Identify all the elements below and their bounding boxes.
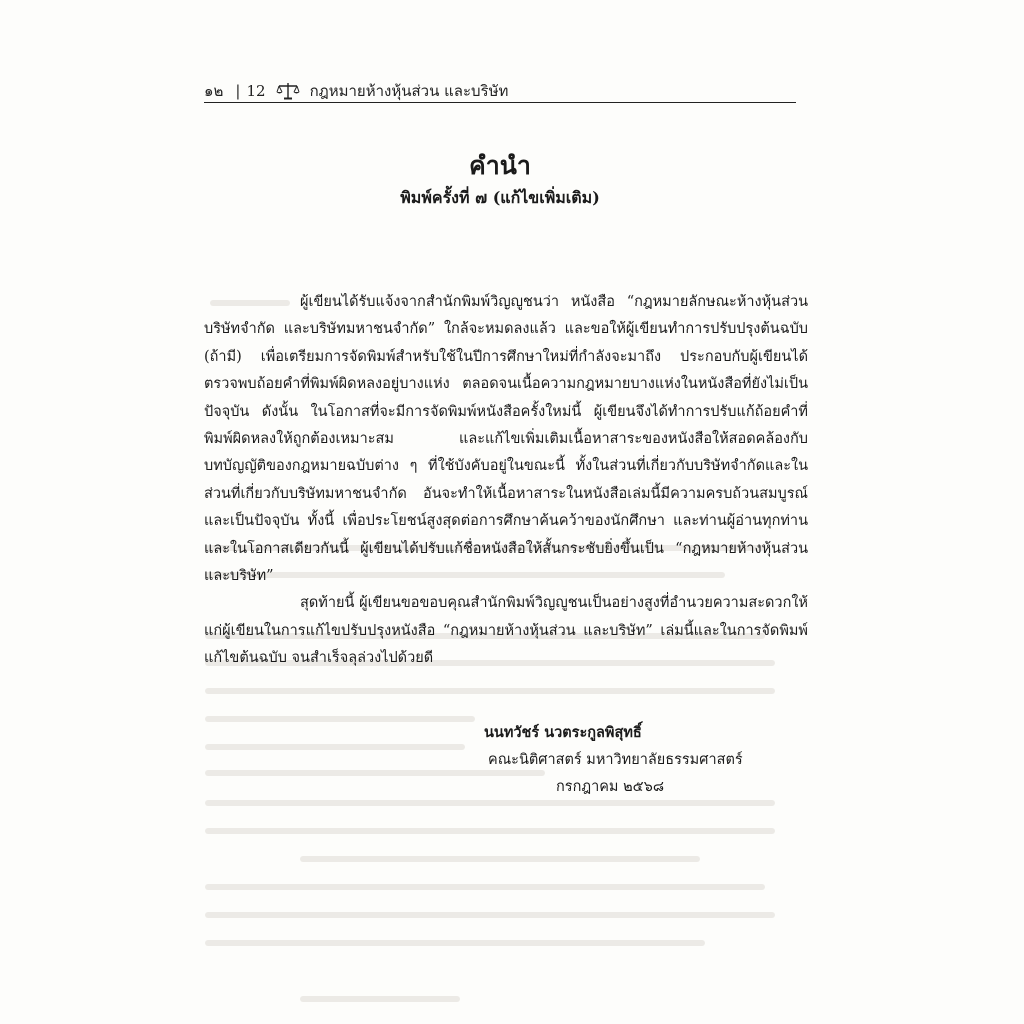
paragraph: ผู้เขียนได้รับแจ้งจากสำนักพิมพ์วิญญูชนว่า หนังสือ “กฎหมายลักษณะห้างหุ้นส่วน บริษัทจำกัด และบริษัทมหาชนจำกัด” ใกล้จะหมดลงแล้ว และขอให้ผู้เขียนทำการปรับปรุงต้นฉบับ (ถ้ามี) เพื่อเตรียมการจัดพิมพ์สำหรับใช้ในปีการศึกษาใหม่ที่กำลังจะมาถึง ประกอบกับผู้เขียนได้ตรวจพบถ้อยคำที่พิมพ์ผิดหลงอยู่บางแห่ง ตลอดจนเนื้อความกฎหมายบางแห่งในหนังสือที่ยังไม่เป็นปัจจุบัน ดังนั้น ในโอกาสที่จะมีการจัดพิมพ์หนังสือครั้งใหม่นี้ ผู้เขียนจึงได้ทำการปรับแก้ถ้อยคำที่พิมพ์ผิดหลงให้ถูกต้องเหมาะสม และแก้ไขเพิ่มเติมเนื้อหาสาระของหนังสือให้สอดคล้องกับบทบัญญัติของกฎหมายฉบับต่าง ๆ ที่ใช้บังคับอยู่ในขณะนี้ ทั้งในส่วนที่เกี่ยวกับบริษัทจำกัดและในส่วนที่เกี่ยวกับบริษัทมหาชนจำกัด อันจะทำให้เนื้อหาสาระในหนังสือเล่มนี้มีความครบถ้วนสมบูรณ์และเป็นปัจจุบัน ทั้งนี้ เพื่อประโยชน์สูงสุดต่อการศึกษาค้นคว้าของนักศึกษา และท่านผู้อ่านทุกท่าน และในโอกาสเดียวกันนี้ ผู้เขียนได้ปรับแก้ชื่อหนังสือให้สั้นกระชับยิ่งขึ้นเป็น “กฎหมายห้างหุ้นส่วน และบริษัท” [204, 294, 808, 585]
header-rule [204, 102, 796, 103]
preface-date: กรกฎาคม ๒๕๖๘ [556, 779, 665, 795]
page-subtitle: พิมพ์ครั้งที่ ๗ (แก้ไขเพิ่มเติม) [400, 188, 600, 207]
running-header [204, 80, 794, 102]
scales-of-justice-icon [276, 82, 300, 100]
author-name: นนทวัชร์ นวตระกูลพิสุทธิ์ [484, 724, 642, 741]
page-number: 12 [246, 82, 266, 100]
author-affiliation: คณะนิติศาสตร์ มหาวิทยาลัยธรรมศาสตร์ [488, 752, 743, 768]
paragraph: สุดท้ายนี้ ผู้เขียนขอขอบคุณสำนักพิมพ์วิญญูชนเป็นอย่างสูงที่อำนวยความสะดวกให้แก่ผู้เขียนในการแก้ไขปรับปรุงหนังสือ “กฎหมายห้างหุ้นส่วน และบริษัท” เล่มนี้และในการจัดพิมพ์แก้ไขต้นฉบับ จนสำเร็จลุล่วงไปด้วยดี [204, 595, 808, 667]
page-title: คำนำ [469, 151, 531, 180]
header-book-title: กฎหมายห้างหุ้นส่วน และบริษัท [309, 82, 509, 100]
header-separator: | [235, 82, 241, 100]
preface-body [204, 289, 808, 673]
page-number-thai: ๑๒ [204, 82, 224, 100]
